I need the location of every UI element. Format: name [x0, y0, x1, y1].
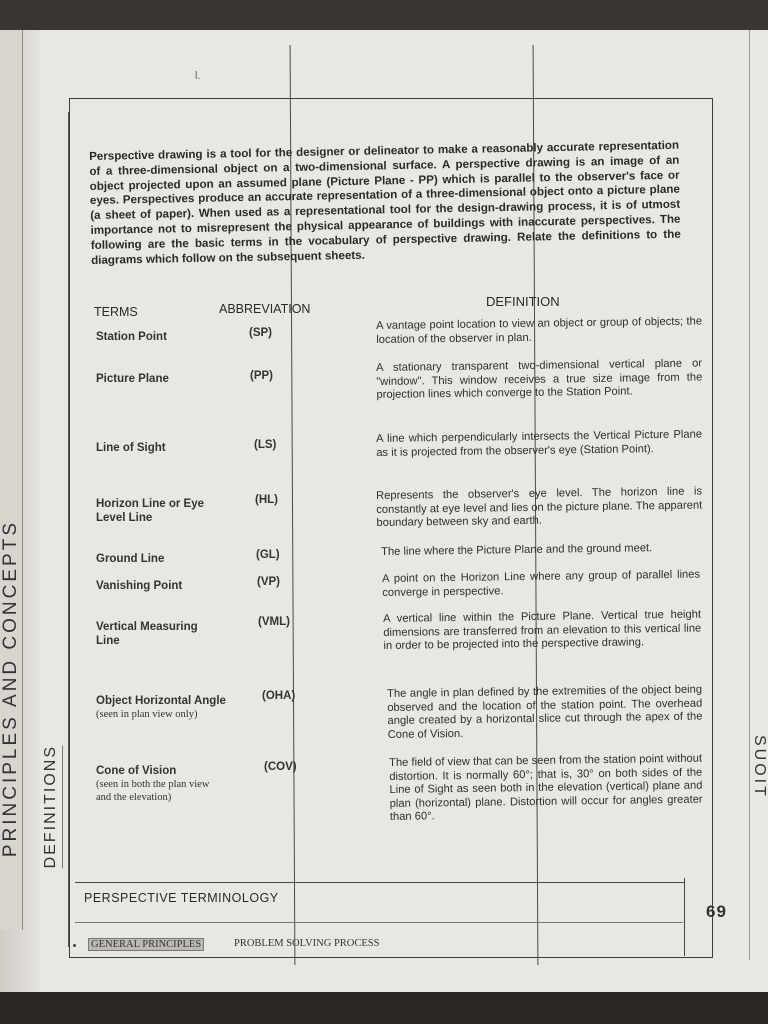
page-edge-rule [749, 30, 750, 960]
term-definition: A stationary transparent two-dimensional vertical plane or "window". This window receives a true size image from the projection lines which converge to the Station Point. [376, 357, 703, 402]
term-definition: A vertical line within the Picture Plane. Vertical true height dimensions are transferred from an elevation to this vertical line in order to be projected into the perspective drawing. [383, 608, 702, 653]
footer-underline [75, 922, 683, 923]
background-top [0, 0, 768, 30]
term-definition: Represents the observer's eye level. The horizon line is constantly at eye level and lies on the picture plane. The apparent boundary between sky and earth. [376, 485, 703, 530]
term-definition: The line where the Picture Plane and the ground meet. [381, 542, 653, 558]
vertical-section-label: DEFINITIONS [42, 745, 63, 868]
bullet-dot [73, 944, 76, 947]
header-terms: TERMS [94, 305, 138, 319]
term-note: (seen in plan view only) [96, 709, 198, 720]
term-abbreviation: (VML) [258, 616, 290, 628]
term-label: Line of Sight [96, 442, 166, 454]
term-note: (seen in both the plan view and the elevation) [96, 779, 210, 803]
tab-problem-solving-process: PROBLEM SOLVING PROCESS [234, 938, 380, 949]
term-abbreviation: (LS) [254, 439, 277, 451]
term-label: Vanishing Point [96, 580, 183, 592]
term-label: Picture Plane [96, 373, 169, 385]
term-label: Ground Line [96, 553, 165, 565]
intro-paragraph: Perspective drawing is a tool for the designer or delineator to make a reasonably accurate representation of a three-dimensional object on a two-dimensional surface. A perspective drawing is an image of an object projected upon an assumed plane (Picture Plane - PP) which is parallel to the observer's face or eyes. Perspectives produce an accurate representation of a three-dimensional object onto a picture plane (a sheet of paper). When used as a representational tool for the design-drawing process, it is of utmost importance not to misrepresent the physical appearance of buildings with inaccurate perspectives. The following are the basic terms in the vocabulary of perspective drawing. Relate the definitions to the diagrams which follow on the subsequent sheets. [89, 138, 681, 267]
term-label: Vertical Measuring Line [96, 621, 198, 647]
tab-general-principles: GENERAL PRINCIPLES [88, 938, 204, 951]
footer-title: PERSPECTIVE TERMINOLOGY [84, 891, 279, 905]
term-definition: A line which perpendicularly intersects the Vertical Picture Plane as it is projected from the observer's eye (Station Point). [376, 428, 703, 459]
term-abbreviation: (SP) [249, 327, 272, 339]
term-abbreviation: (COV) [264, 761, 297, 773]
footer-divider [75, 882, 685, 883]
term-name: Object Horizontal Angle [96, 695, 226, 707]
term-label [96, 764, 226, 804]
term-abbreviation: (OHA) [262, 690, 296, 702]
header-definition: DEFINITION [486, 294, 560, 309]
term-name: Cone of Vision [96, 765, 177, 777]
term-abbreviation: (HL) [255, 494, 278, 506]
page-number: 69 [706, 902, 727, 921]
term-definition: The angle in plan defined by the extremities of the object being observed and the location of the station point. The overhead angle created by a horizontal slice cut through the apex of the Cone of Vision. [387, 683, 703, 741]
term-label: Horizon Line or Eye Level Line [96, 498, 204, 524]
term-abbreviation: (VP) [257, 576, 280, 588]
background-bottom [0, 992, 768, 1024]
pen-mark: l. [195, 70, 201, 82]
term-abbreviation: (PP) [250, 370, 273, 382]
term-definition: A point on the Horizon Line where any group of parallel lines converge in perspective. [382, 568, 701, 599]
term-abbreviation: (GL) [256, 549, 280, 561]
header-abbreviation: ABBREVIATION [219, 302, 311, 316]
term-label: Station Point [96, 331, 167, 343]
term-label [96, 694, 261, 721]
vertical-chapter-title: PRINCIPLES AND CONCEPTS [0, 520, 21, 858]
frame-left-rule [68, 112, 69, 947]
term-definition: The field of view that can be seen from the station point without distortion. It is normally 60°; that is, 30° on both sides of the Line of Sight as seen both in the elevation (vertical) plane and plan (horizontal) plane. Distortion will occur for angles greater than 60°. [389, 752, 703, 824]
right-edge-label: SUOIT [751, 735, 768, 799]
term-definition: A vantage point location to view an object or group of objects; the location of the observer in plan. [376, 315, 703, 346]
